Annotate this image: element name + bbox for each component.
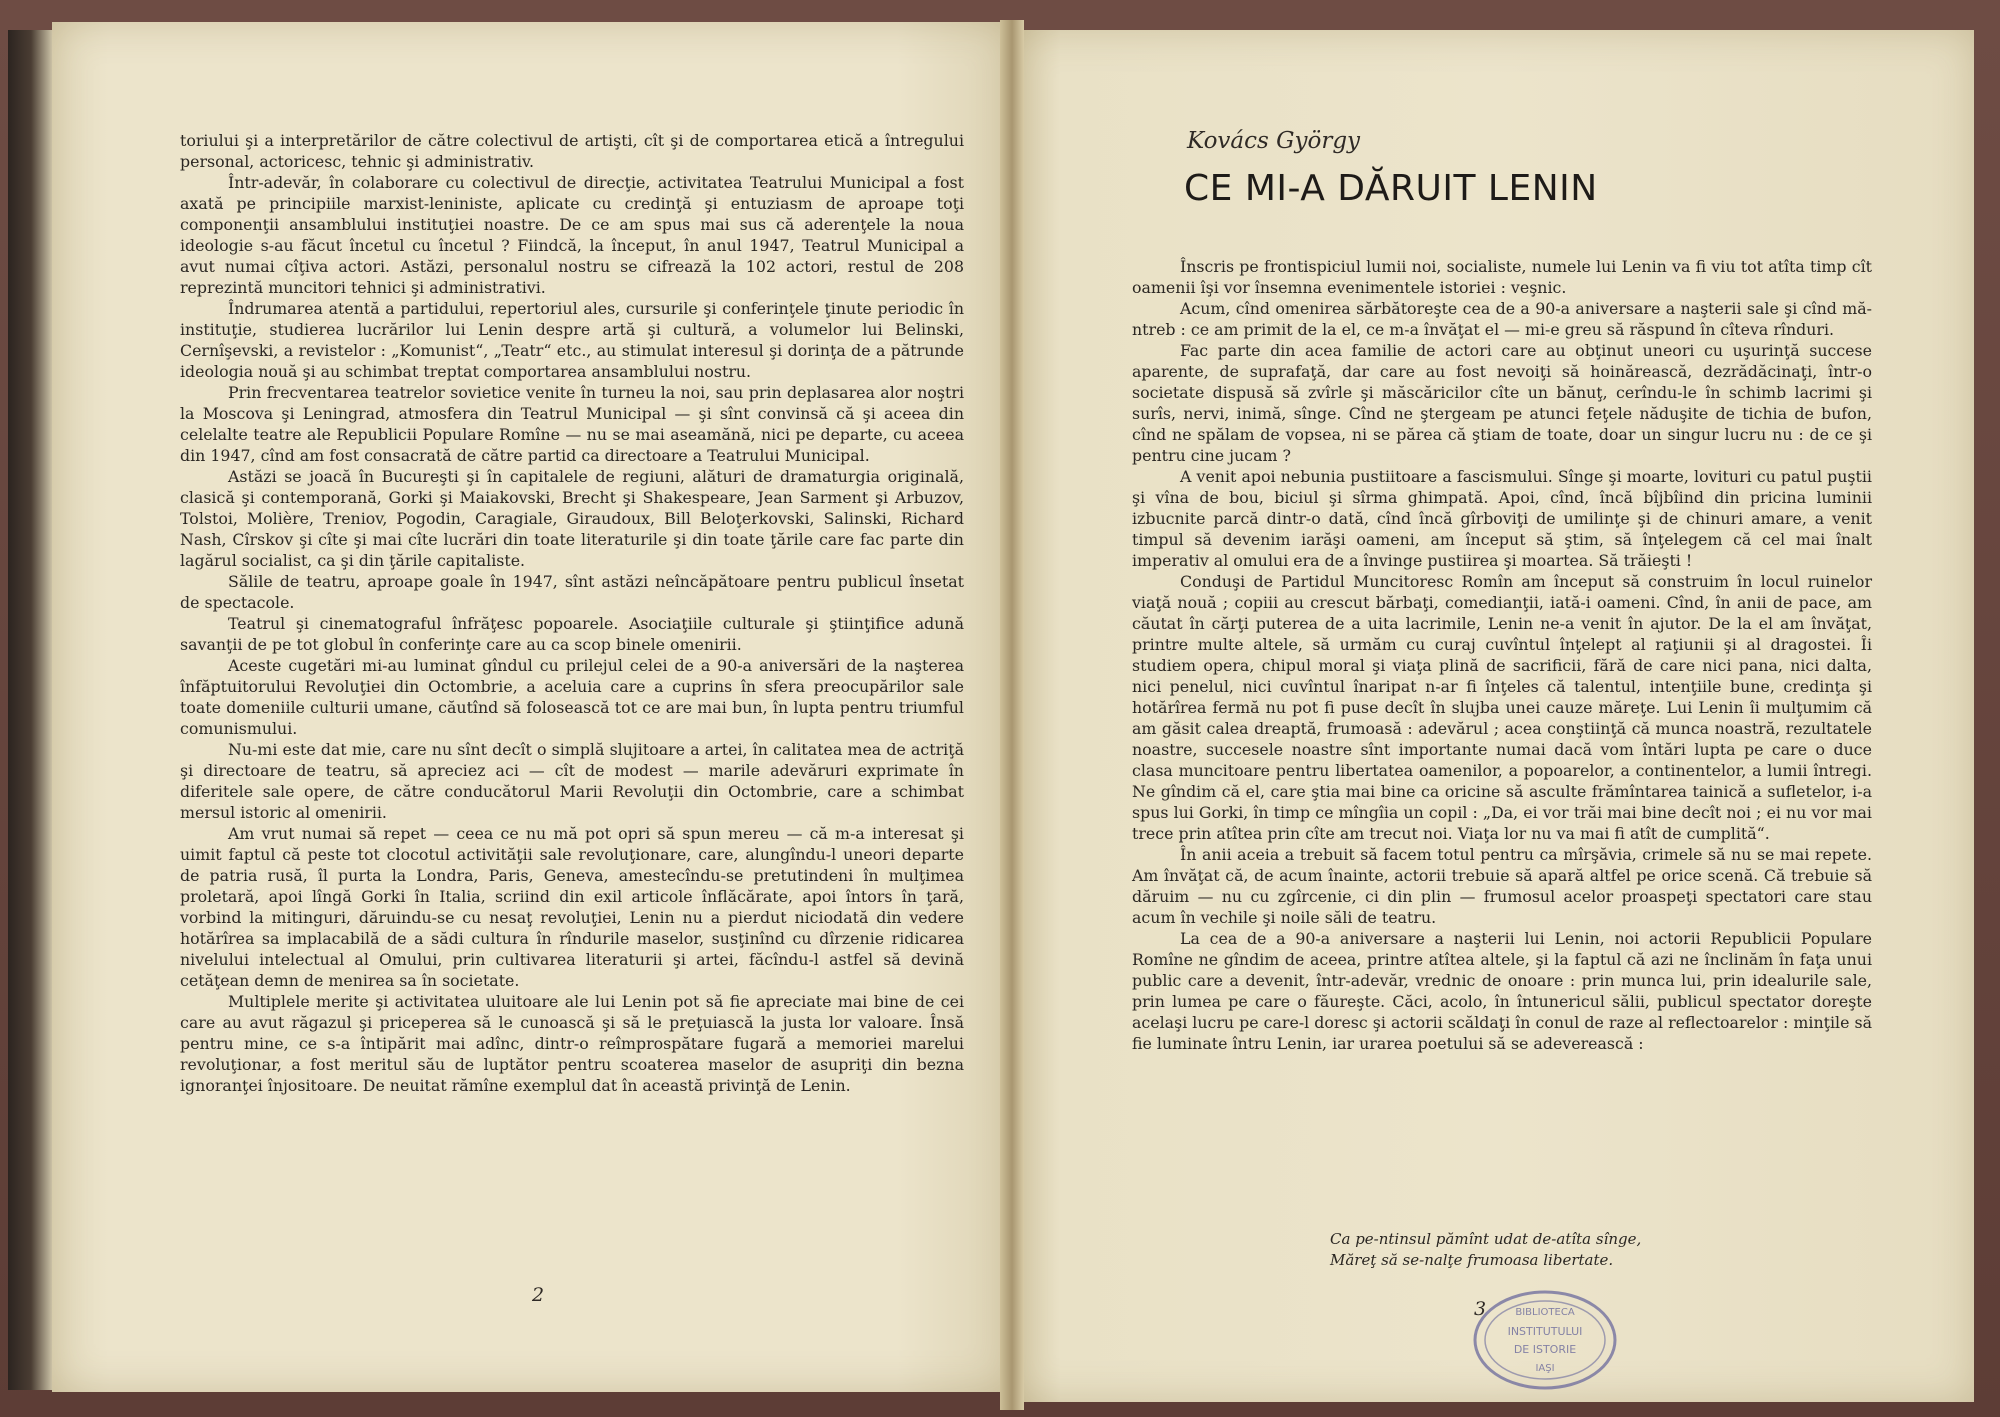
- stamp-text: DE ISTORIE: [1513, 1343, 1577, 1356]
- poem-quote: [1330, 1229, 1641, 1271]
- paragraph: toriului şi a interpretărilor de către colectivul de artişti, cît şi de comportarea etică a întregului personal, actoricesc, tehnic şi administrativ.: [180, 131, 964, 171]
- paragraph: Teatrul şi cinematograful înfrăţesc popoarele. Asociaţiile culturale şi ştiinţifice adună savanţii de pe tot globul în conferinţe care au ca scop binele omenirii.: [180, 614, 964, 654]
- article-author: Kovács György: [1187, 128, 1361, 154]
- paragraph: Înscris pe frontispiciul lumii noi, socialiste, numele lui Lenin va fi viu tot atîta timp cît oamenii îşi vor însemna evenimentele istoriei : veşnic.: [1132, 257, 1872, 297]
- library-stamp-icon: [1470, 1285, 1620, 1395]
- paragraph: Aceste cugetări mi-au luminat gîndul cu prilejul celei de a 90-a aniversări de la naşterea înfăptuitorului Revoluţiei din Octombrie, a aceluia care a cuprins în sfera preocupărilor sale toate domeniile culturii umane, căutînd să folosească tot ce are mai bun, în lupta pentru triumful comunismului.: [180, 656, 964, 738]
- book-edge: [8, 30, 54, 1390]
- book-spine: [1000, 20, 1024, 1410]
- stamp-text: BIBLIOTECA: [1515, 1307, 1575, 1318]
- article-title: CE MI-A DĂRUIT LENIN: [1184, 168, 1598, 209]
- stamp-text: IAŞI: [1535, 1363, 1555, 1374]
- left-page-text: [180, 130, 964, 1096]
- paragraph: Sălile de teatru, aproape goale în 1947, sînt astăzi neîncăpătoare pentru publicul însetat de spectacole.: [180, 572, 964, 612]
- right-page: [1012, 30, 1974, 1402]
- page-number: 2: [532, 1284, 545, 1306]
- paragraph: Îndrumarea atentă a partidului, repertoriul ales, cursurile şi conferinţele ţinute periodic în instituţie, studierea lucrărilor lui Lenin despre artă şi cultură, a volumelor lui Belinski, Cernîşevski, a revistelor : „Komunist“, „Teatr“ etc., au stimulat interesul şi dorinţa de a pătrunde ideologia nouă şi au schimbat treptat comportarea ansamblului nostru.: [180, 299, 964, 381]
- paragraph: Astăzi se joacă în Bucureşti şi în capitalele de regiuni, alături de dramaturgia originală, clasică şi contemporană, Gorki şi Maiakovski, Brecht şi Shakespeare, Jean Sarment şi Arbuzov, Tolstoi, Molière, Treniov, Pogodin, Caragiale, Giraudoux, Bill Beloţerkovski, Salinski, Richard Nash, Cîrskov şi cîte şi mai cîte lucrări din toate literaturile şi din toate ţările care fac parte din lagărul socialist, ca şi din ţările capitaliste.: [180, 467, 964, 570]
- paragraph: Conduşi de Partidul Muncitoresc Romîn am început să construim în locul ruinelor viaţă nouă ; copiii au crescut bărbaţi, comedianţii, iată-i oameni. Cînd, în anii de pace, am căutat în cărţi puterea de a uita lacrimile, Lenin ne-a venit în ajutor. De la el am învăţat, printre multe altele, să urmăm cu curaj cuvîntul înţelept al raţiunii şi al dragostei. Îi studiem opera, chipul moral şi viaţa plină de sacrificii, fără de care nici pana, nici dalta, nici penelul, nici cuvîntul înaripat n-ar fi înţeles că talentul, intenţiile bune, credinţa şi hotărîrea fermă nu pot fi puse decît în slujba unei cauze măreţe. Lui Lenin îi mulţumim că am găsit calea dreaptă, frumoasă : adevărul ; acea conştiinţă că munca noastră, rezultatele noastre, succesele noastre sînt importante numai dacă vom întări lupta pe care o duce clasa muncitoare pentru libertatea oamenilor, a popoarelor, a continentelor, a lumii întregi. Ne gîndim că el, care ştia mai bine ca oricine să asculte frămîntarea tainică a sufletelor, i-a spus lui Gorki, în timp ce mîngîia un copil : „Da, ei vor trăi mai bine decît noi ; ei nu vor mai trece prin atîtea prin cîte am trecut noi. Viaţa lor nu va mai fi atît de cumplită“.: [1132, 572, 1872, 843]
- paragraph: Acum, cînd omenirea sărbătoreşte cea de a 90-a aniversare a naşterii sale şi cînd mă-ntreb : ce am primit de la el, ce m-a învăţat el — mi-e greu să răspund în cîteva rînduri.: [1132, 299, 1872, 339]
- poem-line: Măreţ să se-nalţe frumoasa libertate.: [1330, 1251, 1614, 1269]
- paragraph: În anii aceia a trebuit să facem totul pentru ca mîrşăvia, crimele să nu se mai repete. Am învăţat că, de acum înainte, actorii trebuie să apară altfel pe orice scenă. Că trebuie să dăruim — nu cu zgîrcenie, ci din plin — frumosul acelor proaspeţi spectatori care stau acum în vechile şi noile săli de teatru.: [1132, 845, 1872, 927]
- poem-line: Ca pe-ntinsul pămînt udat de-atîta sînge,: [1330, 1230, 1642, 1248]
- page-number: 3: [1474, 1298, 1487, 1320]
- paragraph: A venit apoi nebunia pustiitoare a fascismului. Sînge şi moarte, lovituri cu patul puştii şi vîna de bou, biciul şi sîrma ghimpată. Apoi, cînd, încă bîjbîind din pricina luminii izbucnite parcă dintr-o dată, cînd încă gîrboviţi de umilinţe şi de chinuri amare, a venit timpul să devenim iarăşi oameni, am început să ştim, să înţelegem că cel mai înalt imperativ al omului era de a învinge pustiirea şi moartea. Să trăieşti !: [1132, 467, 1872, 570]
- paragraph: Nu-mi este dat mie, care nu sînt decît o simplă slujitoare a artei, în calitatea mea de actriţă şi directoare de teatru, să apreciez aci — cît de modest — marile adevăruri exprimate în diferitele sale opere, de către conducătorul Marii Revoluţii din Octombrie, care a schimbat mersul istoric al omenirii.: [180, 740, 964, 822]
- paragraph: Fac parte din acea familie de actori care au obţinut uneori cu uşurinţă succese aparente, de suprafaţă, dar care au fost nevoiţi să hoinărească, dezrădăcinaţi, într-o societate dispusă să zvîrle şi măscăricilor cîte un bănuţ, cerîndu-le în schimb lacrimi şi surîs, nervi, inimă, sînge. Cînd ne ştergeam pe atunci feţele năduşite de tichia de bufon, cînd ne spălam de vopsea, ni se părea că ştiam de toate, doar un singur lucru nu : de ce şi pentru cine jucam ?: [1132, 341, 1872, 465]
- paragraph: Prin frecventarea teatrelor sovietice venite în turneu la noi, sau prin deplasarea alor noştri la Moscova şi Leningrad, atmosfera din Teatrul Municipal — şi sînt convinsă că şi aceea din celelalte teatre ale Republicii Populare Romîne — nu se mai aseamănă, nici pe departe, cu aceea din 1947, cînd am fost consacrată de către partid ca directoare a Teatrului Municipal.: [180, 383, 964, 465]
- paragraph: Am vrut numai să repet — ceea ce nu mă pot opri să spun mereu — că m-a interesat şi uimit faptul că peste tot clocotul activităţii sale revoluţionare, care, alungîndu-l uneori departe de patria rusă, îl purta la Londra, Paris, Geneva, amestecîndu-se pretutindeni în mulţimea proletară, apoi lîngă Gorki în Italia, scriind din exil articole înflăcărate, apoi întors în ţară, vorbind la mitinguri, dăruindu-se cu nesaţ revoluţiei, Lenin nu a pierdut niciodată din vedere hotărîrea sa implacabilă de a sădi cultura în rîndurile maselor, susţinînd cu dîrzenie ridicarea nivelului intelectual al Omului, prin cultivarea literaturii şi artei, făcîndu-l astfel să devină cetăţean demn de menirea sa în societate.: [180, 824, 964, 990]
- paragraph: Într-adevăr, în colaborare cu colectivul de direcţie, activitatea Teatrului Municipal a fost axată pe principiile marxist-leniniste, aplicate cu credinţă şi entuziasm de aproape toţi componenţii ansamblului instituţiei noastre. De ce am spus mai sus că aderenţele la noua ideologie s-au făcut încetul cu încetul ? Fiindcă, la început, în anul 1947, Teatrul Municipal a avut numai cîţiva actori. Astăzi, personalul nostru se cifrează la 102 actori, restul de 208 reprezintă muncitori tehnici şi administrativi.: [180, 173, 964, 297]
- paragraph: La cea de a 90-a aniversare a naşterii lui Lenin, noi actorii Republicii Populare Romîne ne gîndim de aceea, printre atîtea altele, şi la faptul că azi ne înclinăm în faţa unui public care a devenit, într-adevăr, vrednic de onoare : prin munca lui, prin idealurile sale, prin lumea pe care o făureşte. Căci, acolo, în întunericul sălii, publicul spectator doreşte acelaşi lucru pe care-l doresc şi actorii scăldaţi în conul de raze al reflectoarelor : minţile să fie luminate întru Lenin, iar urarea poetului să se adeverească :: [1132, 929, 1872, 1053]
- paragraph: Multiplele merite şi activitatea uluitoare ale lui Lenin pot să fie apreciate mai bine de cei care au avut răgazul şi priceperea să le cunoască şi să le preţuiască la justa lor valoare. Însă pentru mine, ce s-a întipărit mai adînc, dintr-o reîmprospătare fugară a memoriei marelui revoluţionar, a fost meritul său de luptător pentru scoaterea maselor de asupriţi din bezna ignoranţei înjositoare. De neuitat rămîne exemplul dat în această privinţă de Lenin.: [180, 992, 964, 1095]
- left-page: [52, 22, 1012, 1392]
- stamp-text: INSTITUTULUI: [1507, 1325, 1583, 1338]
- right-page-text: [1132, 256, 1872, 1054]
